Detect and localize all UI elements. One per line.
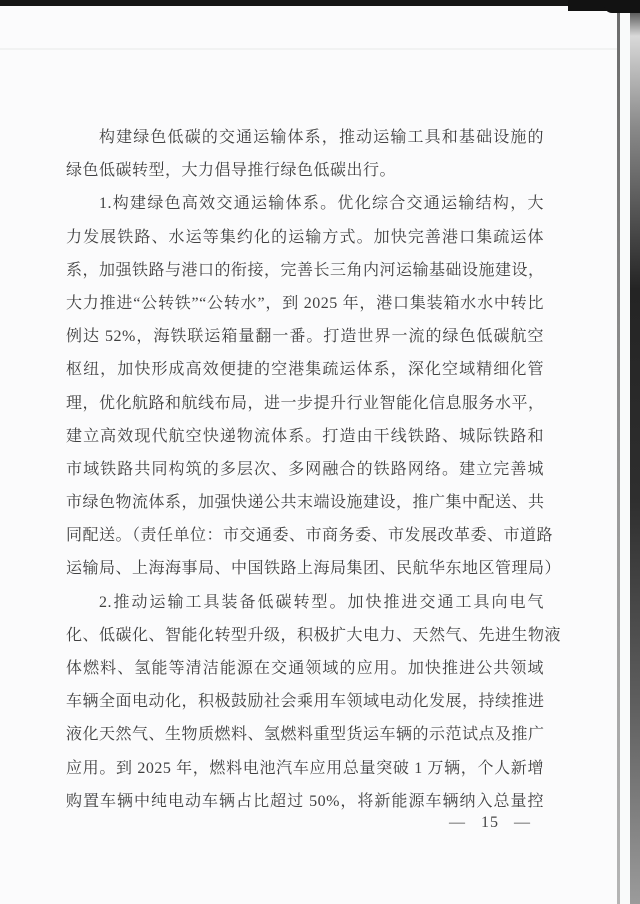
page-edge-highlight (620, 0, 630, 904)
text-line: 应用。到 2025 年，燃料电池汽车应用总量突破 1 万辆，个人新增 (66, 759, 544, 777)
text-line: 例达 52%，海铁联运箱量翻一番。打造世界一流的绿色低碳航空 (66, 328, 544, 346)
scan-edge-right (630, 0, 640, 904)
text-line: 同配送。（责任单位：市交通委、市商务委、市发展改革委、市道路 (66, 527, 554, 545)
text-line: 建立高效现代航空快递物流体系。打造由干线铁路、城际铁路和 (66, 427, 544, 445)
text-line: 1.构建绿色高效交通运输体系。优化综合交通运输结构，大 (99, 195, 544, 213)
text-line: 车辆全面电动化，积极鼓励社会乘用车领域电动化发展，持续推进 (66, 693, 545, 711)
scan-edge-top (0, 0, 640, 6)
text-line: 市域铁路共同构筑的多层次、多网融合的铁路网络。建立完善城 (66, 460, 544, 478)
text-line: 2.推动运输工具装备低碳转型。加快推进交通工具向电气 (99, 593, 544, 611)
text-line: 购置车辆中纯电动车辆占比超过 50%，将新能源车辆纳入总量控 (66, 792, 544, 810)
text-line: 液化天然气、生物质燃料、氢燃料重型货运车辆的示范试点及推广 (66, 726, 545, 744)
scan-corner-top-right (604, 0, 640, 13)
text-line: 构建绿色低碳的交通运输体系，推动运输工具和基础设施的 (99, 129, 544, 146)
text-line: 绿色低碳转型，大力倡导推行绿色低碳出行。 (66, 162, 397, 180)
text-line: 大力推进“公转铁”“公转水”，到 2025 年，港口集装箱水水中转比 (66, 294, 544, 312)
document-body (66, 121, 562, 818)
text-line: 理，优化航路和航线布局，进一步提升行业智能化信息服务水平， (66, 394, 545, 412)
text-line: 运输局、上海海事局、中国铁路上海局集团、民航华东地区管理局） (66, 560, 562, 578)
text-line: 市绿色物流体系，加强快递公共末端设施建设，推广集中配送、共 (66, 494, 545, 512)
scan-crease-line (0, 48, 617, 50)
page-number: — 15 — (449, 814, 531, 831)
text-line: 体燃料、氢能等清洁能源在交通领域的应用。加快推进公共领域 (66, 660, 544, 677)
text-line: 枢纽，加快形成高效便捷的空港集疏运体系，深化空域精细化管 (66, 361, 544, 379)
text-line: 系，加强铁路与港口的衔接，完善长三角内河运输基础设施建设， (66, 261, 545, 279)
text-line: 化、低碳化、智能化转型升级，积极扩大电力、天然气、先进生物液 (66, 626, 562, 644)
text-line: 力发展铁路、水运等集约化的运输方式。加快完善港口集疏运体 (66, 228, 544, 246)
